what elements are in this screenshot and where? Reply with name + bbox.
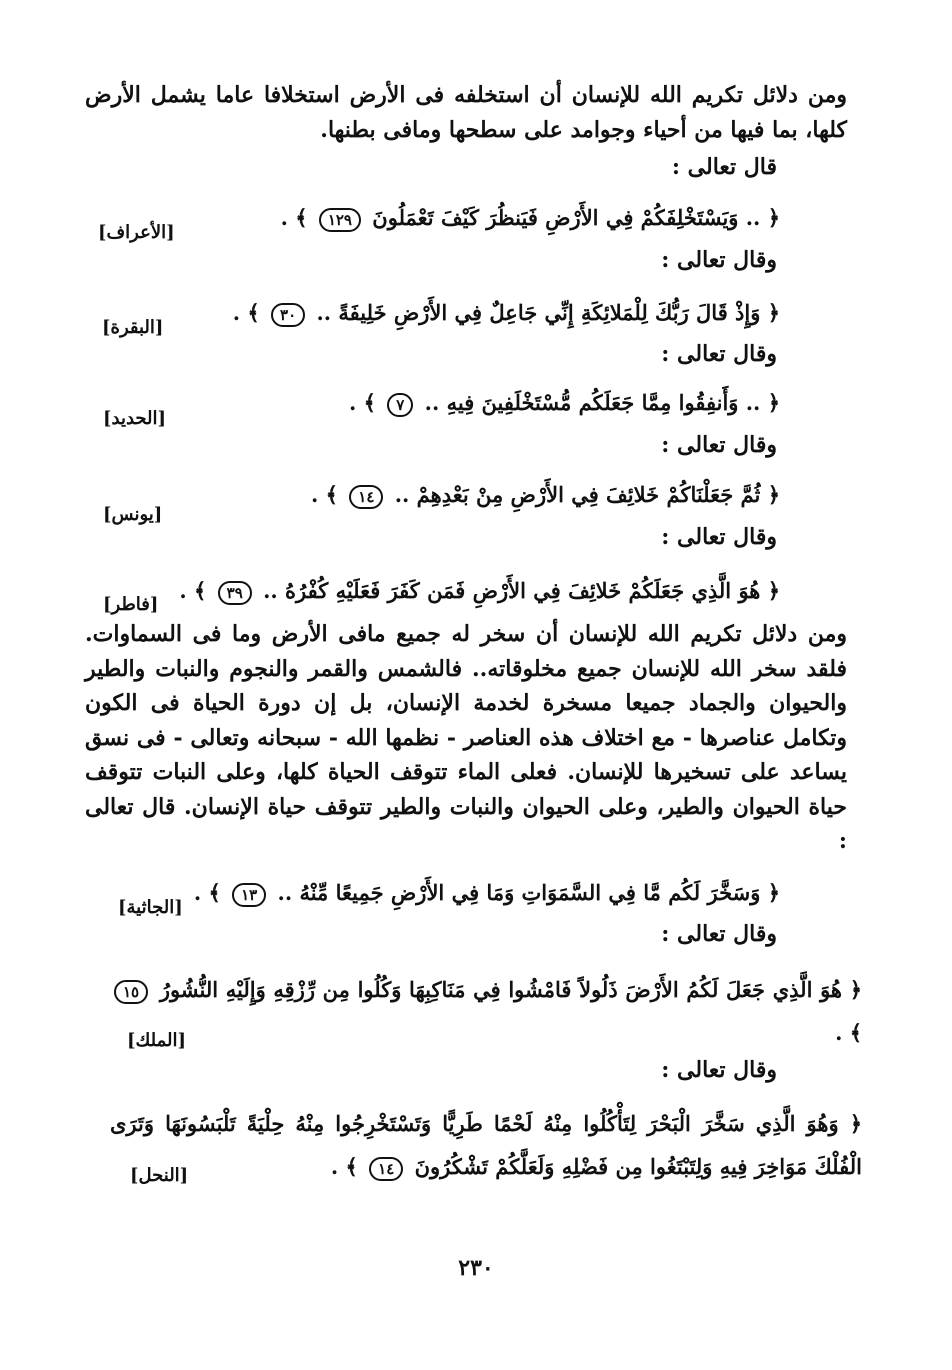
verse-7-number: ١٥ xyxy=(114,980,148,1004)
open-bracket: ﴿ xyxy=(767,205,780,230)
verse-5-reference: [فاطر] xyxy=(103,594,159,615)
verse-1-text: .. وَيَسْتَخْلِفَكُمْ فِي الأَرْضِ فَيَنظُرَ كَيْفَ تَعْمَلُونَ xyxy=(372,205,761,230)
open-bracket: ﴿ xyxy=(767,578,780,603)
verse-8-reference: [النحل] xyxy=(130,1165,189,1186)
verse-4-number: ١٤ xyxy=(349,485,383,509)
open-bracket: ﴿ xyxy=(767,880,780,905)
intro-label: وقال تعالى : xyxy=(661,341,777,367)
verse-7-reference: [الملك] xyxy=(127,1030,187,1051)
verse-6-number: ١٣ xyxy=(232,883,266,907)
intro-label: قال تعالى : xyxy=(671,154,777,180)
verse-4-text: ثُمَّ جَعَلْنَاكُمْ خَلائِفَ فِي الأَرْضِ مِنْ بَعْدِهِمْ .. xyxy=(394,482,761,507)
close-bracket: ﴾ xyxy=(247,300,260,325)
verse-6: ﴿ وَسَخَّرَ لَكُم مَّا فِي السَّمَوَاتِ وَمَا فِي الأَرْضِ جَمِيعًا مِّنْهُ .. ١٣ ﴾ . xyxy=(193,880,780,905)
verse-3-text: .. وَأَنفِقُوا مِمَّا جَعَلَكُم مُّسْتَخْلَفِينَ فِيهِ .. xyxy=(424,390,761,415)
open-bracket: ﴿ xyxy=(767,300,780,325)
verse-5-text: هُوَ الَّذِي جَعَلَكُمْ خَلائِفَ فِي الأَرْضِ فَمَن كَفَرَ فَعَلَيْهِ كُفْرُهُ .. xyxy=(263,578,761,603)
paragraph-2: ومن دلائل تكريم الله للإنسان أن سخر له جميع مافى الأرض وما فى السماوات. فلقد سخر الله للإنسان جميع مخلوقاته.. فالشمس والقمر والنجوم والنبات والطير والحيوان والجماد جميعا مسخرة لخدمة الإنسان، بل إن دورة الحياة فى الكون وتكامل عناصرها - مع اختلاف هذه العناصر - نظمها الله - سبحانه وتعالى - فى نسق يساعد على تسخيرها للإنسان. فعلى الماء تتوقف الحياة كلها، وعلى النبات تتوقف حياة الحيوان والطير، وعلى الحيوان والنبات والطير تتوقف حياة الإنسان. قال تعالى : xyxy=(85,621,847,854)
page-number: ٢٣٠ xyxy=(458,1255,494,1281)
intro-label: وقال تعالى : xyxy=(661,432,777,458)
close-bracket: ﴾ xyxy=(849,1020,862,1045)
verse-3-reference: [الحديد] xyxy=(103,408,167,429)
open-bracket: ﴿ xyxy=(767,390,780,415)
verse-3-number: ٧ xyxy=(387,393,413,417)
intro-label: وقال تعالى : xyxy=(661,247,777,273)
verse-5: ﴿ هُوَ الَّذِي جَعَلَكُمْ خَلائِفَ فِي الأَرْضِ فَمَن كَفَرَ فَعَلَيْهِ كُفْرُهُ .. ٣٩ ﴾ . xyxy=(179,578,780,603)
verse-2: ﴿ وَإِذْ قَالَ رَبُّكَ لِلْمَلائِكَةِ إِنِّي جَاعِلٌ فِي الأَرْضِ خَلِيفَةً .. ٣٠ ﴾ . xyxy=(232,300,780,325)
verse-1: ﴿ .. وَيَسْتَخْلِفَكُمْ فِي الأَرْضِ فَيَنظُرَ كَيْفَ تَعْمَلُونَ ١٢٩ ﴾ . xyxy=(280,205,780,230)
verse-2-text: وَإِذْ قَالَ رَبُّكَ لِلْمَلائِكَةِ إِنِّي جَاعِلٌ فِي الأَرْضِ خَلِيفَةً .. xyxy=(316,300,761,325)
verse-6-text: وَسَخَّرَ لَكُم مَّا فِي السَّمَوَاتِ وَمَا فِي الأَرْضِ جَمِيعًا مِّنْهُ .. xyxy=(277,880,761,905)
close-bracket: ﴾ xyxy=(208,880,221,905)
verse-2-reference: [البقرة] xyxy=(102,317,164,338)
intro-label: وقال تعالى : xyxy=(661,1057,777,1083)
verse-7-text: هُوَ الَّذِي جَعَلَ لَكُمُ الأَرْضَ ذَلُولاً فَامْشُوا فِي مَنَاكِبِهَا وَكُلُوا مِن رِّزْقِهِ وَإِلَيْهِ النُّشُورُ xyxy=(159,977,843,1002)
verse-4-reference: [يونس] xyxy=(103,504,163,525)
close-bracket: ﴾ xyxy=(345,1154,358,1179)
open-bracket: ﴿ xyxy=(849,1111,862,1136)
verse-7: ﴿ هُوَ الَّذِي جَعَلَ لَكُمُ الأَرْضَ ذَلُولاً فَامْشُوا فِي مَنَاكِبِهَا وَكُلُوا مِن رِّزْقِهِ وَإِلَيْهِ النُّشُورُ ١٥ ﴾ . xyxy=(110,968,862,1054)
verse-8: ﴿ وَهُوَ الَّذِي سَخَّرَ الْبَحْرَ لِتَأْكُلُوا مِنْهُ لَحْمًا طَرِيًّا وَتَسْتَخْرِجُوا مِنْهُ حِلْيَةً تَلْبَسُونَهَا وَتَرَى الْفُلْكَ مَوَاخِرَ فِيهِ وَلِتَبْتَغُوا مِن فَضْلِهِ وَلَعَلَّكُمْ تَشْكُرُونَ ١٤ ﴾ . xyxy=(110,1111,862,1179)
verse-8-text: وَهُوَ الَّذِي سَخَّرَ الْبَحْرَ لِتَأْكُلُوا مِنْهُ لَحْمًا طَرِيًّا وَتَسْتَخْرِجُوا مِنْهُ حِلْيَةً تَلْبَسُونَهَا وَتَرَى الْفُلْكَ مَوَاخِرَ فِيهِ وَلِتَبْتَغُوا مِن فَضْلِهِ وَلَعَلَّكُمْ تَشْكُرُونَ xyxy=(110,1111,862,1179)
verse-3: ﴿ .. وَأَنفِقُوا مِمَّا جَعَلَكُم مُّسْتَخْلَفِينَ فِيهِ .. ٧ ﴾ . xyxy=(349,390,780,415)
open-bracket: ﴿ xyxy=(767,482,780,507)
close-bracket: ﴾ xyxy=(194,578,207,603)
close-bracket: ﴾ xyxy=(363,390,376,415)
intro-label: وقال تعالى : xyxy=(661,921,777,947)
open-bracket: ﴿ xyxy=(849,977,863,1002)
verse-2-number: ٣٠ xyxy=(271,303,305,327)
paragraph-1: ومن دلائل تكريم الله للإنسان أن استخلفه فى الأرض استخلافا عاما يشمل الأرض كلها، بما فيها من أحياء وجوامد على سطحها ومافى بطنها. xyxy=(85,82,847,143)
verse-1-reference: [الأعراف] xyxy=(98,222,175,243)
verse-8-number: ١٤ xyxy=(369,1157,403,1181)
intro-label: وقال تعالى : xyxy=(661,524,777,550)
verse-1-number: ١٢٩ xyxy=(319,208,361,232)
close-bracket: ﴾ xyxy=(325,482,338,507)
verse-4: ﴿ ثُمَّ جَعَلْنَاكُمْ خَلائِفَ فِي الأَرْضِ مِنْ بَعْدِهِمْ .. ١٤ ﴾ . xyxy=(311,482,780,507)
close-bracket: ﴾ xyxy=(295,205,308,230)
verse-6-reference: [الجاثية] xyxy=(118,897,183,918)
verse-5-number: ٣٩ xyxy=(218,581,252,605)
